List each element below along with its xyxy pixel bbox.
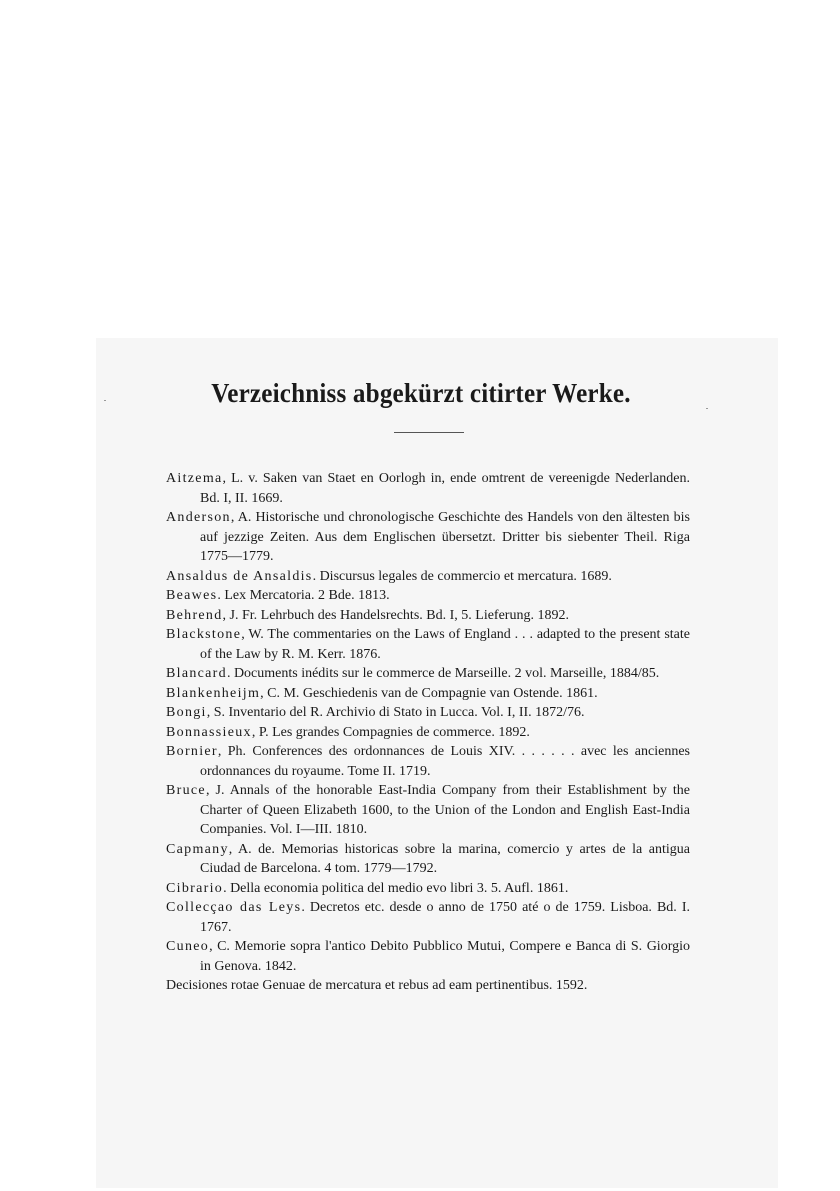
entry-author: Blankenheijm	[166, 685, 261, 701]
bibliography-entry	[166, 703, 690, 723]
entry-details: Decisiones rotae Genuae de mercatura et rebus ad eam pertinentibus. 1592.	[166, 978, 588, 993]
entry-author: Capmany	[166, 841, 229, 857]
entry-details: , W. The commentaries on the Laws of England . . . adapted to the present state of the Law by R. M. Kerr. 1876.	[200, 627, 690, 662]
entry-details: , C. Memorie sopra l'antico Debito Pubblico Mutui, Compere e Banca di S. Giorgio in Genova. 1842.	[200, 939, 690, 974]
entry-details: , J. Fr. Lehrbuch des Handelsrechts. Bd. I, 5. Lieferung. 1892.	[222, 607, 569, 623]
entry-author: Beawes	[166, 588, 218, 603]
entry-details: , L. v. Saken van Staet en Oorlogh in, ende omtrent de vereenigde Nederlanden. Bd. I, II. 1669.	[200, 471, 690, 506]
entry-details: , Ph. Conferences des ordonnances de Louis XIV. . . . . . . avec les anciennes ordonnances du royaume. Tome II. 1719.	[200, 744, 690, 779]
bibliography-entry	[166, 625, 690, 664]
bibliography-entry	[166, 781, 690, 840]
entry-author: Aitzema	[166, 471, 223, 486]
bibliography-entry	[166, 879, 690, 899]
bibliography-entry	[166, 664, 690, 684]
entry-author: Cuneo	[166, 939, 210, 954]
entry-author: Collecçao das Leys	[166, 900, 302, 915]
entry-details: . Lex Mercatoria. 2 Bde. 1813.	[217, 588, 390, 603]
entry-author: Bruce	[166, 783, 206, 798]
bibliography-entry	[166, 684, 690, 704]
entry-details: , C. M. Geschiedenis van de Compagnie van Ostende. 1861.	[260, 685, 598, 701]
bibliography-list	[166, 469, 690, 996]
bibliography-entry	[166, 742, 690, 781]
entry-author: Blancard	[166, 666, 227, 681]
bibliography-entry	[166, 606, 690, 626]
bibliography-entry	[166, 937, 690, 976]
bibliography-entry	[166, 898, 690, 937]
entry-author: Bonnassieux	[166, 724, 252, 740]
bibliography-entry	[166, 840, 690, 879]
bibliography-entry	[166, 508, 690, 567]
entry-details: , P. Les grandes Compagnies de commerce. 1892.	[251, 724, 530, 740]
bibliography-entry	[166, 567, 690, 587]
entry-details: , J. Annals of the honorable East-India Company from their Establishment by the Charter of Queen Elizabeth 1600, to the Union of the London and English East-India Companies. Vol. I—III. 1810.	[200, 783, 690, 837]
entry-author: Behrend	[166, 607, 223, 623]
title-divider	[394, 432, 464, 433]
bibliography-entry	[166, 586, 690, 606]
entry-details: . Della economia politica del medio evo libri 3. 5. Aufl. 1861.	[223, 880, 569, 896]
entry-details: , A. de. Memorias historicas sobre la marina, comercio y artes de la antigua Ciudad de Barcelona. 4 tom. 1779—1792.	[200, 841, 690, 876]
bibliography-entry	[166, 469, 690, 508]
entry-details: . Documents inédits sur le commerce de Marseille. 2 vol. Marseille, 1884/85.	[226, 666, 660, 681]
entry-author: Anderson	[166, 510, 231, 525]
entry-author: Ansaldus de Ansaldis	[166, 568, 313, 584]
bibliography-entry	[166, 976, 690, 996]
entry-author: Bongi	[166, 705, 207, 720]
entry-details: . Discursus legales de commercio et mercatura. 1689.	[312, 568, 612, 584]
bibliography-entry	[166, 723, 690, 743]
entry-author: Cibrario	[166, 880, 224, 896]
entry-details: , S. Inventario del R. Archivio di Stato in Lucca. Vol. I, II. 1872/76.	[206, 705, 585, 720]
page-title: Verzeichniss abgekürzt citirter Werke.	[211, 378, 631, 408]
entry-author: Blackstone	[166, 627, 242, 642]
entry-author: Bornier	[166, 744, 218, 759]
entry-details: , A. Historische und chronologische Geschichte des Handels von den ältesten bis auf jezzige Zeiten. Aus dem Englischen übersetzt. Dritter bis siebenter Theil. Riga 1775—1779.	[200, 510, 690, 564]
entry-details: . Decretos etc. desde o anno de 1750 até o de 1759. Lisboa. Bd. I. 1767.	[200, 900, 690, 935]
